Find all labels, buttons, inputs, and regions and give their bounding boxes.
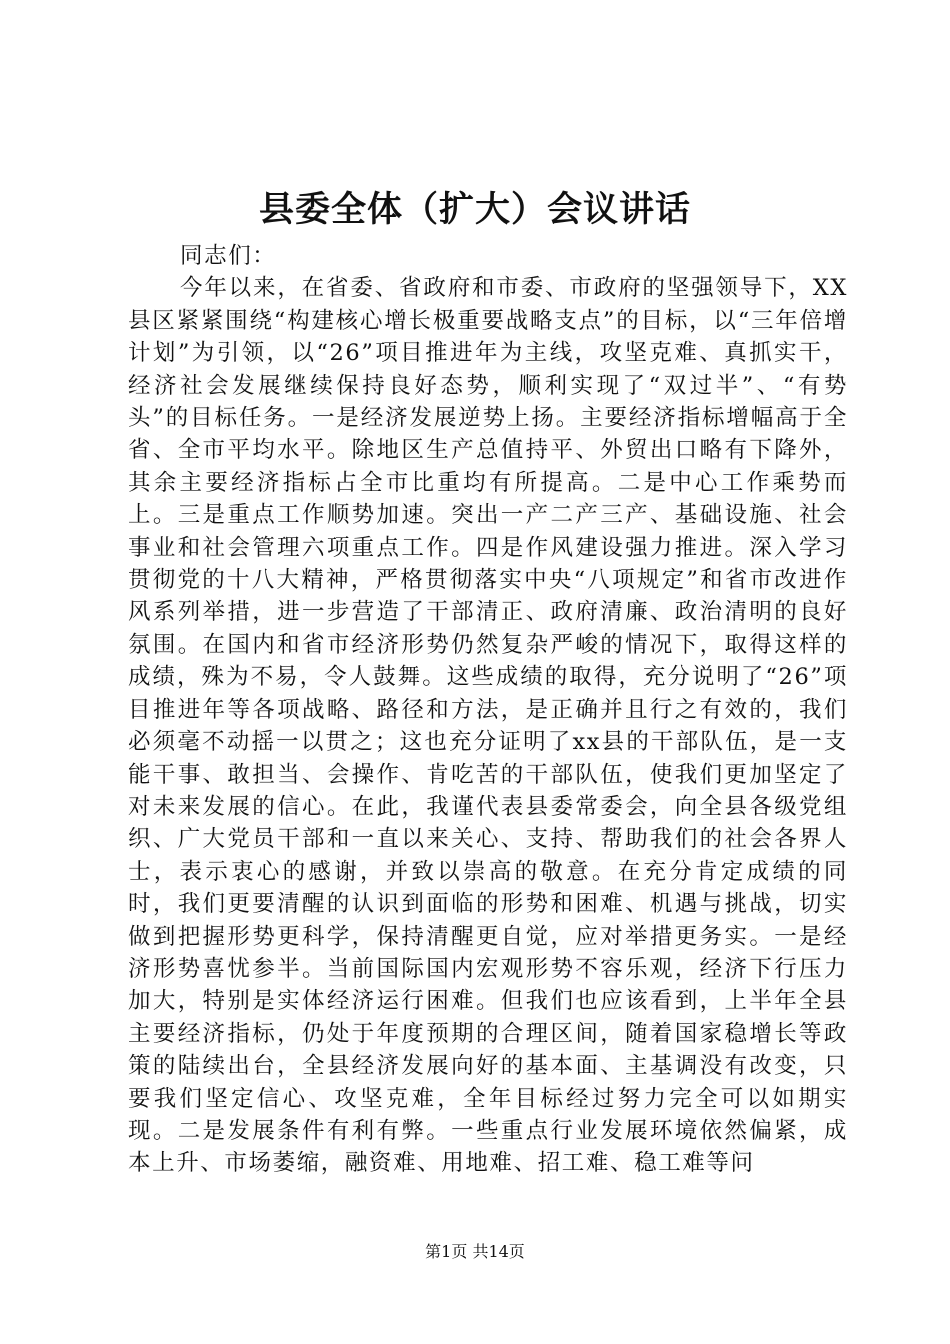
salutation: 同志们：: [180, 243, 277, 269]
document-title: 县委全体（扩大）会议讲话: [258, 189, 691, 230]
body-paragraph: 今年以来，在省委、省政府和市委、市政府的坚强领导下，XX县区紧紧围绕“构建核心增长极重要战略支点”的目标，以“三年倍增计划”为引领，以“26”项目推进年为主线，攻坚克难、真抓实干，经济社会发展继续保持良好态势，顺利实现了“双过半”、“有势头”的目标任务。一是经济发展逆势上扬。主要经济指标增幅高于全省、全市平均水平。除地区生产总值持平、外贸出口略有下降外，其余主要经济指标占全市比重均有所提高。二是中心工作乘势而上。三是重点工作顺势加速。突出一产二产三产、基础设施、社会事业和社会管理六项重点工作。四是作风建设强力推进。深入学习贯彻党的十八大精神，严格贯彻落实中央“八项规定”和省市改进作风系列举措，进一步营造了干部清正、政府清廉、政治清明的良好氛围。在国内和省市经济形势仍然复杂严峻的情况下，取得这样的成绩，殊为不易，令人鼓舞。这些成绩的取得，充分说明了“26”项目推进年等各项战略、路径和方法，是正确并且行之有效的，我们必须毫不动摇一以贯之；这也充分证明了xx县的干部队伍，是一支能干事、敢担当、会操作、肯吃苦的干部队伍，使我们更加坚定了对未来发展的信心。在此，我谨代表县委常委会，向全县各级党组织、广大党员干部和一直以来关心、支持、帮助我们的社会各界人士，表示衷心的感谢，并致以崇高的敬意。在充分肯定成绩的同时，我们更要清醒的认识到面临的形势和困难、机遇与挑战，切实做到把握形势更科学，保持清醒更自觉，应对举措更务实。一是经济形势喜忧参半。当前国际国内宏观形势不容乐观，经济下行压力加大，特别是实体经济运行困难。但我们也应该看到，上半年全县主要经济指标，仍处于年度预期的合理区间，随着国家稳增长等政策的陆续出台，全县经济发展向好的基本面、主基调没有改变，只要我们坚定信心、攻坚克难，全年目标经过努力完全可以如期实现。二是发展条件有利有弊。一些重点行业发展环境依然偏紧，成本上升、市场萎缩，融资难、用地难、招工难、稳工难等问: [128, 275, 848, 1177]
document-body: [128, 240, 848, 1180]
page-footer: 第1页 共14页: [425, 1242, 525, 1261]
